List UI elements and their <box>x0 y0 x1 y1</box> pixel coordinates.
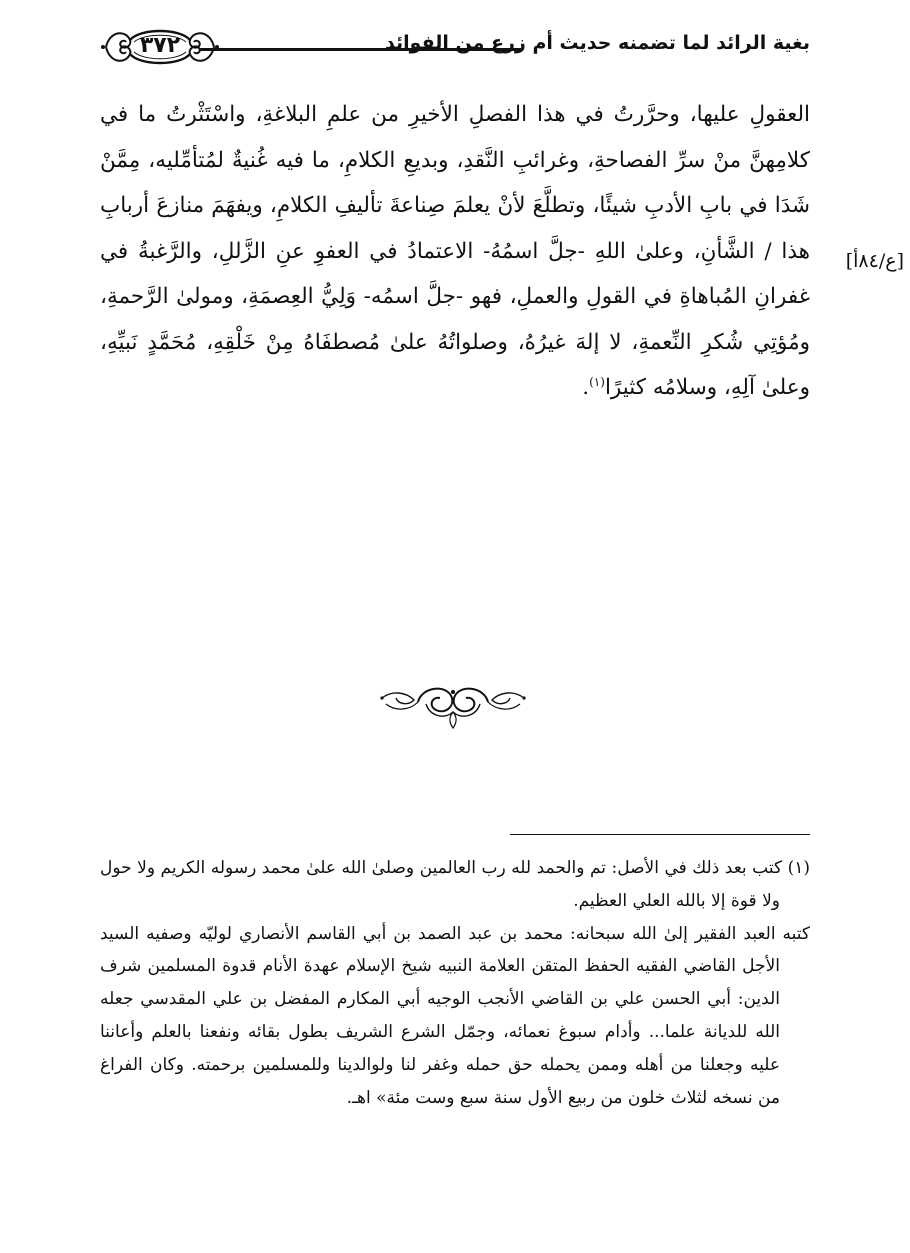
floral-divider <box>378 678 528 730</box>
footnotes <box>100 852 810 1114</box>
footnote-1: (١) كتب بعد ذلك في الأصل: تم والحمد لله رب العالمين وصلىٰ الله علىٰ محمد رسوله الكريم ولا حول ولا قوة إلا بالله العلي العظيم. <box>100 858 810 911</box>
body-paragraph <box>100 92 810 411</box>
manuscript-folio-reference: [ع/٨٤أ] <box>845 250 904 272</box>
sentence-end-mark: . <box>582 375 590 400</box>
page-header <box>100 22 810 72</box>
body-paragraph-text: العقولِ عليها، وحرَّرتُ في هذا الفصلِ الأخيرِ من علمِ البلاغةِ، واسْتَثْرتُ ما في كلامِهنَّ منْ سرِّ الفصاحةِ، وغرائبِ النَّقدِ، وبديعِ الكلامِ، ما فيه غُنيةٌ لمُتأمِّليه، مِمَّنْ شَدَا في بابِ الأدبِ شيئًا، وتطلَّعَ لأنْ يعلمَ صِناعةَ تأليفِ الكلامِ، ويفهَمَ منازعَ أربابِ هذا / الشَّأنِ، وعلىٰ اللهِ -جلَّ اسمُهُ- الاعتمادُ في العفوِ عنِ الزَّللِ، والرَّغبةُ في غفرانِ المُباهاةِ في القولِ والعملِ، فهو -جلَّ اسمُه- وَلِيُّ العِصمَةِ، ومولىٰ الرَّحمةِ، ومُؤتِي شُكرِ النِّعمةِ، لا إلهَ غيرُهُ، وصلواتُهُ علىٰ مُصطفَاهُ مِنْ خَلْقِهِ، مُحَمَّدٍ نَبيِّهِ، وعلىٰ آلِهِ، وسلامُه كثيرًا <box>100 102 810 400</box>
main-text <box>100 92 810 411</box>
floral-divider-ornament-icon <box>378 678 528 730</box>
page-number: ٣٧٢ <box>139 33 181 58</box>
page-number-frame <box>100 22 220 72</box>
footnote-1-continuation: كتبه العبد الفقير إلىٰ الله سبحانه: محمد بن عبد الصمد بن أبي القاسم الأنصاري لوليّه وصفيه السيد الأجل القاضي الفقيه الحفظ المتقن العلامة النبيه شيخ الإسلام عهدة الأنام قدوة المسلمين شرف الدين: أبي الحسن علي بن القاضي الأنجب الوجيه أبي المكارم المفضل بن علي المقدسي جعله الله للديانة علما... وأدام سبوغ نعمائه، وجمّل الشرع الشريف بطول بقائه ونفعنا بالعلم وأعاننا عليه وجعلنا من أهله وممن يحمله حق حمله وغفر لنا ولوالدينا وللمسلمين برحمته. وكان الفراغ من نسخه لثلاث خلون من ربيع الأول سنة سبع وست مئة» اهـ. <box>100 923 810 1108</box>
footnote-marker: (١) <box>589 374 605 389</box>
running-title: بغية الرائد لما تضمنه حديث أم زرع من الفوائد <box>385 32 810 54</box>
footnote-separator <box>510 834 810 835</box>
